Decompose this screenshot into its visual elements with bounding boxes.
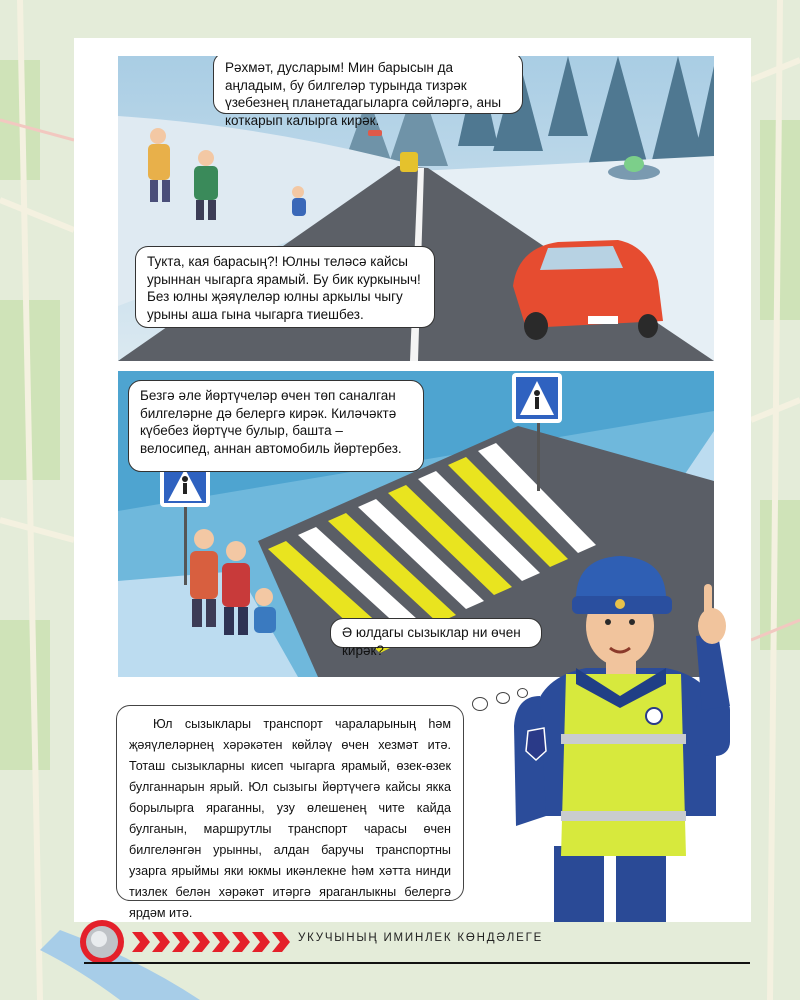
thought-dot	[472, 697, 488, 711]
speech-bubble-explain: Безгә әле йөртүчеләр өчен төп саналган билгеләрне дә белергә кирәк. Киләчәктә күбебез йөртүче булыр, башта – велосипед, аннан автомобиль йөртербез.	[128, 380, 424, 472]
comic-panel-road	[118, 56, 714, 361]
traffic-officer-illustration	[506, 556, 746, 922]
info-text-box: Юл сызыклары транспорт чараларының һәм җәяүлеләрнең хәрәкәтен көйләү өчен хезмәт итә. Тоташ сызыкларны кисеп чыгарга ярамый, өзек-өзек булганнарын ярый. Юл сызыгы йөртүчегә кайсы якка борылырга яраганны, узу өлешенең чите кайда булганын, маршрутлы транспорт чарасы өчен билгеләнгән урынны, алдан баручы транспортны узарга ярыймы яки юкмы икәнлекне һәм хәтта нинди тизлек белән хәрәкәт итәргә яраганлыкны белергә ярдәм итә.	[116, 705, 464, 901]
footer-title: УКУЧЫНЫҢ ИМИНЛЕК КӨНДӘЛЕГЕ	[298, 932, 544, 944]
speech-bubble-officer: Рәхмәт, дусларым! Мин барысын да аңладым, бу билгеләр турында тизрәк үзебезнең планетадагыларга сөйләргә, аны коткарып калырга кирәк.	[213, 56, 523, 114]
footer-divider	[84, 962, 750, 964]
footer-decoration	[78, 918, 298, 968]
speech-bubble-child: Тукта, кая барасың?! Юлны теләсә кайсы урыннан чыгарга ярамый. Бу бик куркыныч! Без юлны җәяүлеләр юлны аркылы чыгу урыны аша гына чыгарга тиешбез.	[135, 246, 435, 328]
speech-bubble-question: Ә юлдагы сызыклар ни өчен кирәк?	[330, 618, 542, 648]
